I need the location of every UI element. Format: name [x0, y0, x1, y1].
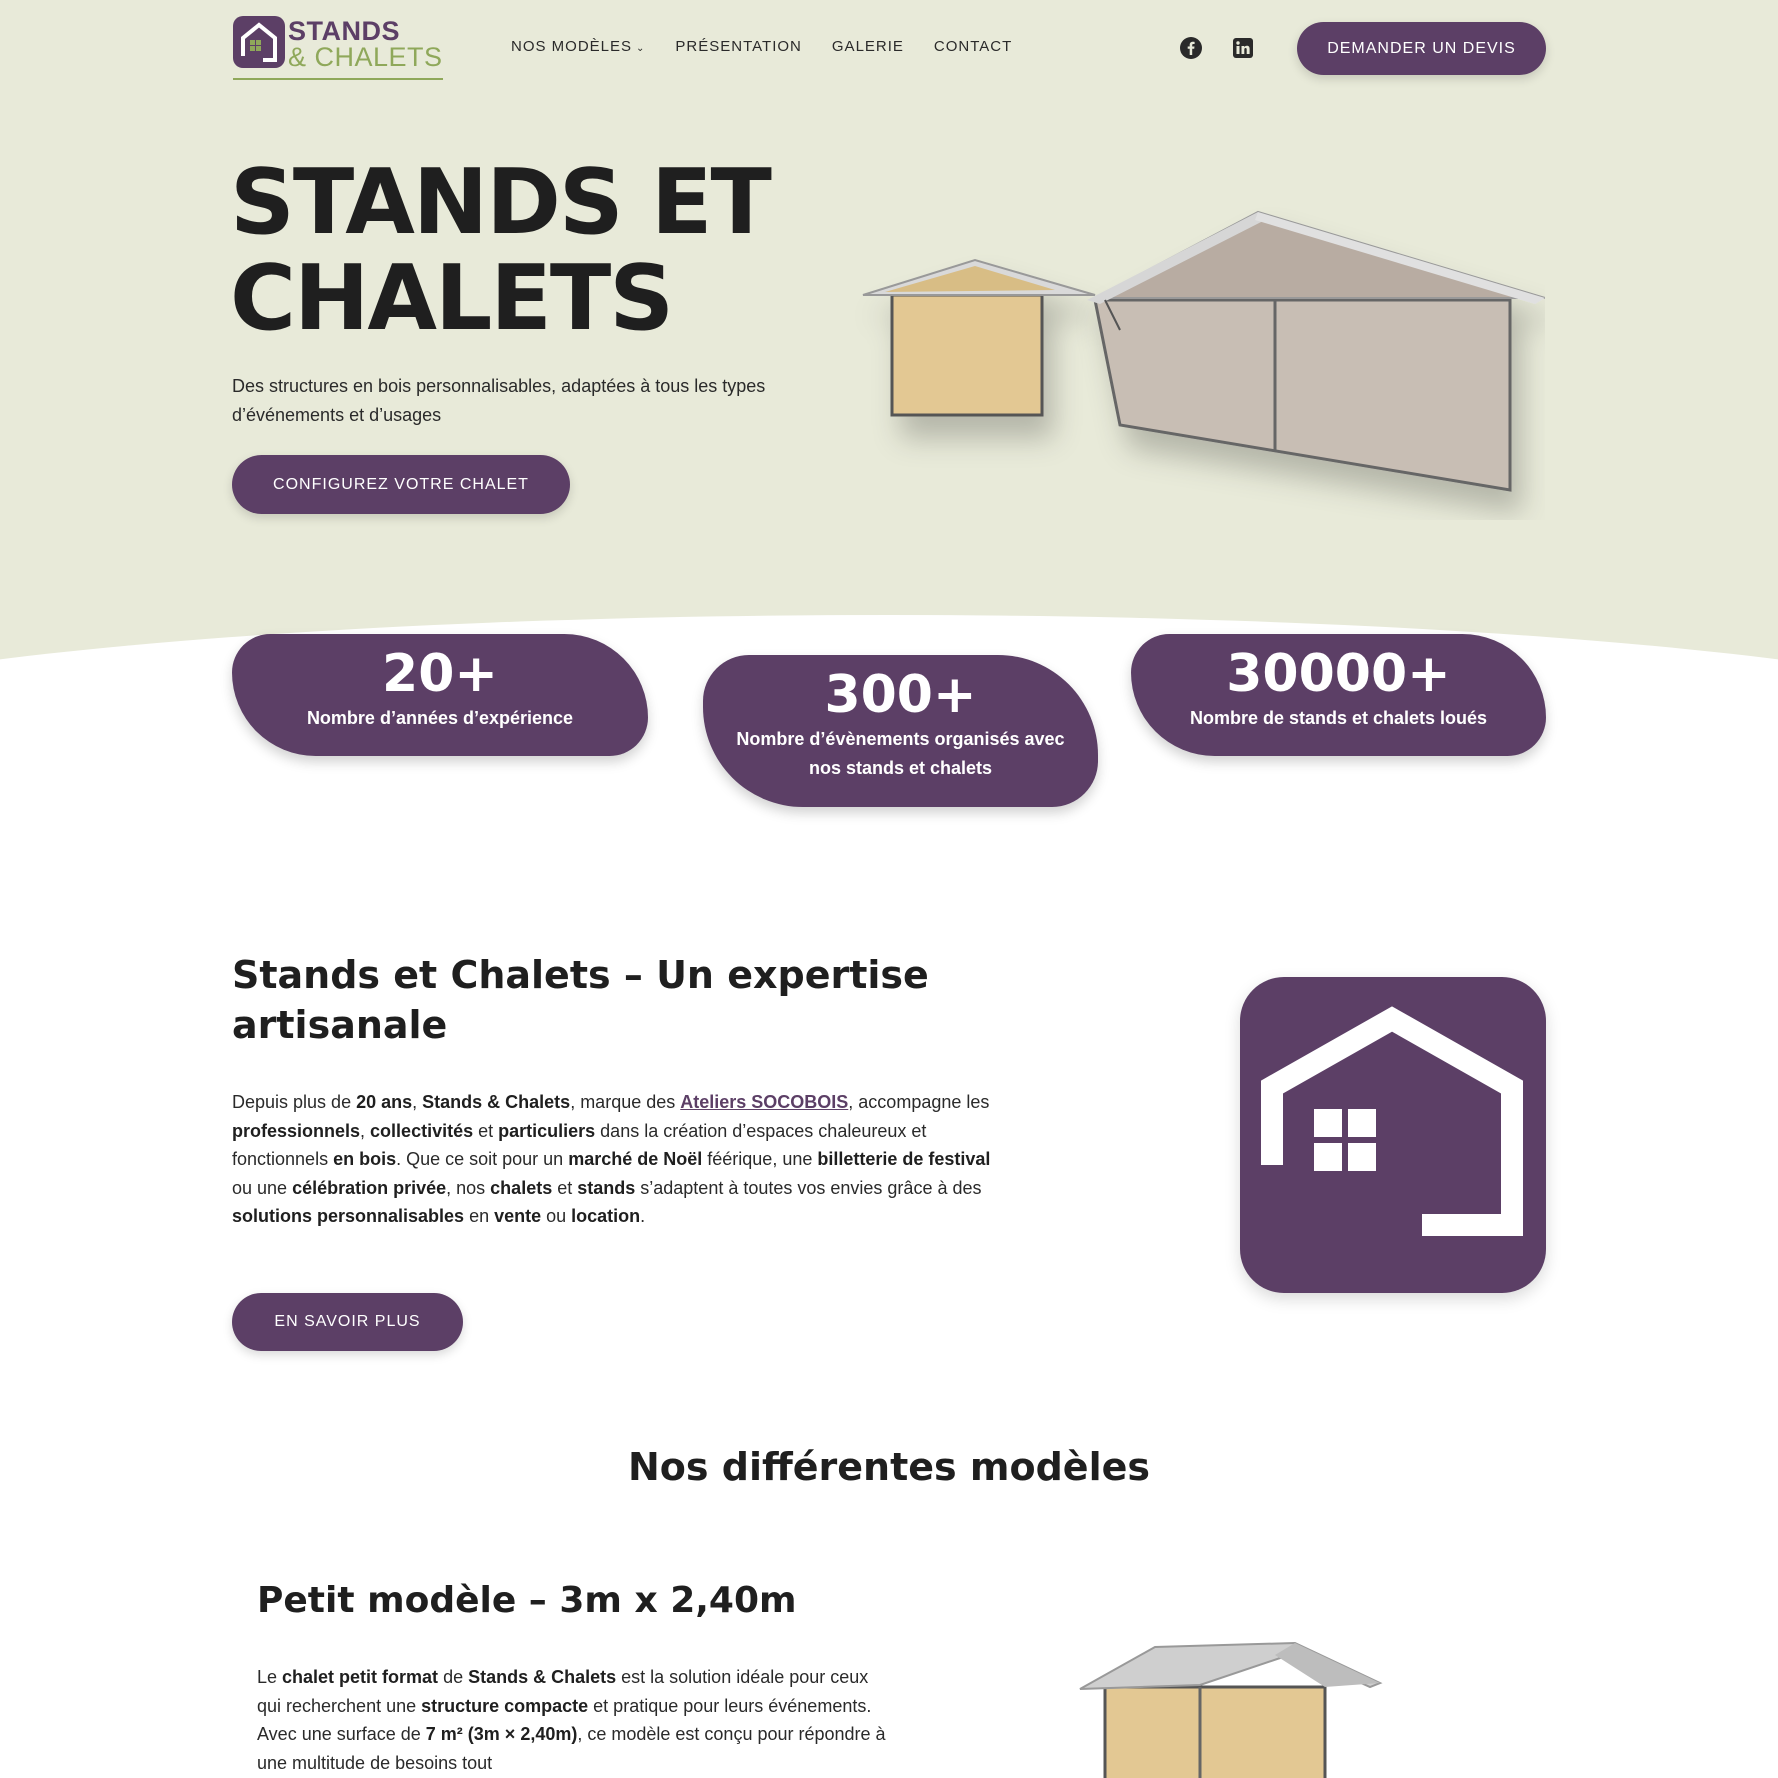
- stat-label-line1: Nombre d’évènements organisés avec: [736, 729, 1065, 749]
- logo-text-stands: STANDS: [288, 16, 401, 46]
- hero-chalets-image: [855, 200, 1545, 520]
- stat-label: [703, 725, 1098, 783]
- hero-title: [230, 150, 870, 351]
- demander-devis-button[interactable]: DEMANDER UN DEVIS: [1297, 22, 1546, 75]
- socobois-link[interactable]: Ateliers SOCOBOIS: [680, 1092, 849, 1112]
- logo-underline: [233, 78, 443, 80]
- facebook-icon[interactable]: [1179, 36, 1203, 60]
- stat-value: 20+: [382, 644, 498, 704]
- nav-item-contact[interactable]: CONTACT: [933, 38, 1013, 55]
- hero-title-line1: STANDS ET: [230, 150, 770, 255]
- house-icon: [1240, 977, 1546, 1293]
- nav-item-nos-modeles[interactable]: [511, 38, 645, 55]
- en-savoir-plus-button[interactable]: EN SAVOIR PLUS: [232, 1293, 463, 1351]
- site-logo[interactable]: [233, 14, 443, 82]
- hero-subtitle: Des structures en bois personnalisables, adaptées à tous les types d’événements et d’usages: [232, 376, 766, 425]
- logo-text-chalets: & CHALETS: [288, 42, 443, 72]
- nav-item-label: NOS MODÈLES: [511, 38, 633, 55]
- models-section-title: Nos différentes modèles: [628, 1445, 1150, 1489]
- stat-card-evenements: [703, 655, 1098, 807]
- chevron-down-icon: ⌄: [636, 43, 646, 54]
- stat-value: 30000+: [1226, 644, 1451, 704]
- expertise-title-line1: Stands et Chalets – Un expertise: [232, 953, 929, 997]
- nav-item-galerie[interactable]: GALERIE: [831, 38, 904, 55]
- expertise-title: [232, 950, 932, 1050]
- logo-house-icon: [233, 16, 285, 68]
- petit-modele-image: [1075, 1625, 1385, 1778]
- main-nav: [511, 38, 1012, 55]
- petit-modele-title: Petit modèle – 3m x 2,40m: [257, 1580, 797, 1621]
- stat-label: Nombre d’années d’expérience: [306, 708, 574, 728]
- stat-value: 300+: [824, 665, 977, 725]
- linkedin-icon[interactable]: [1231, 36, 1255, 60]
- configurez-chalet-button[interactable]: CONFIGUREZ VOTRE CHALET: [232, 455, 570, 514]
- stat-card-experience: [232, 634, 648, 756]
- stat-label: Nombre de stands et chalets loués: [1189, 708, 1488, 728]
- nav-item-presentation[interactable]: PRÉSENTATION: [675, 38, 802, 55]
- stat-label-line2: nos stands et chalets: [808, 758, 993, 778]
- hero-title-line2: CHALETS: [230, 246, 673, 351]
- expertise-title-line2: artisanale: [232, 1003, 448, 1047]
- expertise-paragraph: Depuis plus de 20 ans, Stands & Chalets, marque des Ateliers SOCOBOIS, accompagne les professionnels, collectivités et particuliers dans la création d’espaces chaleureux et fonctionnels en bois. Que ce soit pour un marché de Noël féérique, une billetterie de festival ou une célébration privée, nos chalets et stands s’adaptent à toutes vos envies grâce à des solutions personnalisables en vente ou location.: [232, 1092, 991, 1227]
- petit-modele-paragraph: Le chalet petit format de Stands & Chalets est la solution idéale pour ceux qui recherchent une structure compacte et pratique pour leurs événements. Avec une surface de 7 m² (3m × 2,40m), ce modèle est conçu pour répondre à une multitude de besoins tout: [257, 1667, 886, 1773]
- stat-card-chalets-loues: [1131, 634, 1546, 756]
